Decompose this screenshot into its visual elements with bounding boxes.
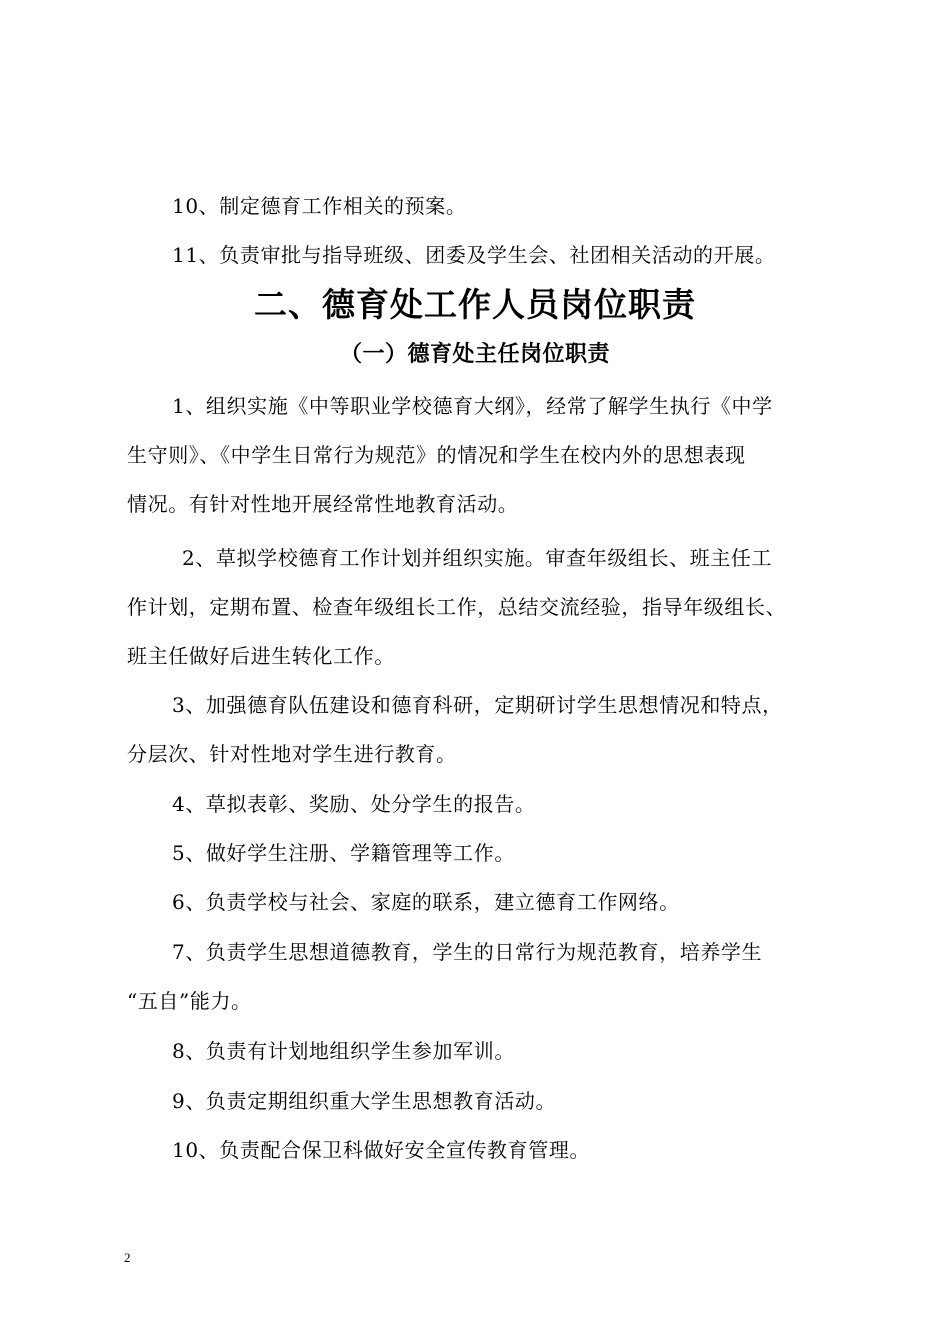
page-number: 2 bbox=[124, 1250, 131, 1265]
duty-7-line-1: 7、负责学生思想道德教育，学生的日常行为规范教育，培养学生 bbox=[172, 940, 763, 964]
duty-2-line-3: 班主任做好后进生转化工作。 bbox=[127, 644, 395, 668]
duty-1-line-2: 生守则》、《中学生日常行为规范》的情况和学生在校内外的思想表现 bbox=[127, 443, 746, 467]
duty-1-line-1: 1、组织实施《中等职业学校德育大纲》，经常了解学生执行《中学 bbox=[172, 394, 773, 418]
duty-3-line-1: 3、加强德育队伍建设和德育科研，定期研讨学生思想情况和特点， bbox=[172, 693, 783, 717]
duty-10: 10、负责配合保卫科做好安全宣传教育管理。 bbox=[172, 1138, 591, 1162]
duty-7-line-2: “五自”能力。 bbox=[127, 989, 252, 1013]
section-title: 二、德育处工作人员岗位职责 bbox=[254, 285, 696, 324]
duty-2-line-2: 作计划，定期布置、检查年级组长工作，总结交流经验，指导年级组长、 bbox=[127, 595, 787, 619]
duty-2-line-1: 2、草拟学校德育工作计划并组织实施。审查年级组长、班主任工 bbox=[182, 546, 773, 570]
duty-8: 8、负责有计划地组织学生参加军训。 bbox=[172, 1039, 515, 1063]
duty-6: 6、负责学校与社会、家庭的联系，建立德育工作网络。 bbox=[172, 890, 680, 914]
subsection-title: （一）德育处主任岗位职责 bbox=[339, 342, 610, 367]
duty-9: 9、负责定期组织重大学生思想教育活动。 bbox=[172, 1089, 557, 1113]
duty-5: 5、做好学生注册、学籍管理等工作。 bbox=[172, 841, 515, 865]
pre-item-10: 10、制定德育工作相关的预案。 bbox=[172, 194, 467, 218]
duty-3-line-2: 分层次、针对性地对学生进行教育。 bbox=[127, 742, 457, 766]
duty-1-line-3: 情况。有针对性地开展经常性地教育活动。 bbox=[127, 492, 519, 516]
pre-item-11: 11、负责审批与指导班级、团委及学生会、社团相关活动的开展。 bbox=[172, 243, 776, 267]
duty-4: 4、草拟表彰、奖励、处分学生的报告。 bbox=[172, 792, 536, 816]
